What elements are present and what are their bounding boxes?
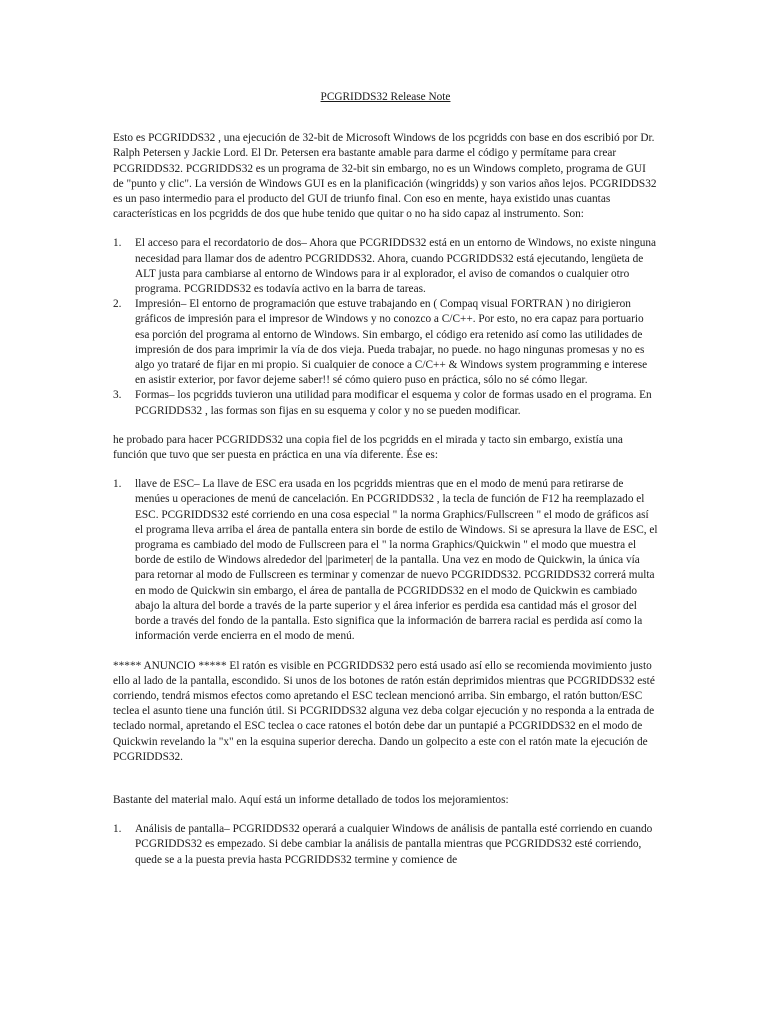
function-change-list (113, 477, 658, 644)
list-item-text: Formas– los pcgridds tuvieron una utilidad para modificar el esquema y color de formas usado en el programa. En PCGRIDDS32 , las formas son fijas en su esquema y color y no se pueden modificar. (135, 389, 652, 417)
list-number: 1. (113, 478, 122, 491)
list-number: 2. (113, 298, 122, 311)
list-item (113, 477, 658, 644)
list-item-text: Impresión– El entorno de programación que estuve trabajando en ( Compaq visual FORTRAN ) no dirigieron gráficos de impresión para el impresor de Windows y no conozco a C/C++. Por esto, no era capaz para portuario esa porción del programa al entorno de Windows. Sin embargo, el código era retenido así como las utilidades de impresión de dos para imprimir la vía de dos vieja. Pueda trabajar, no puede. no hago ningunas promesas y no es algo yo trataré de fijar en mi propio. Si cualquier de conoce a C/C++ & Windows system programming e interese en asistir exterior, por favor dejeme saber!! sé cómo quiero puso en práctica, sólo no sé cómo llegar. (135, 298, 648, 387)
list-number: 3. (113, 389, 122, 402)
list-item (113, 822, 658, 868)
list-item (113, 236, 658, 297)
intro-paragraph: Esto es PCGRIDDS32 , una ejecución de 32-bit de Microsoft Windows de los pcgridds con base en dos escribió por Dr. Ralph Petersen y Jackie Lord. El Dr. Petersen era bastante amable para darme el código y permítame para crear PCGRIDDS32. PCGRIDDS32 es un programa de 32-bit sin embargo, no es un Windows completo, programa de GUI de "punto y clic". La versión de Windows GUI es en la planificación (wingridds) y son varios años lejos. PCGRIDDS32 es un paso intermedio para el producto del GUI de triunfo final. Con eso en mente, haya existido unas cuantas características en los pcgridds de dos que hube tenido que quitar o no ha sido capaz al instrumento. Son: (113, 132, 657, 221)
document-title: PCGRIDDS32 Release Note (320, 91, 451, 103)
list-item (113, 388, 658, 418)
list-number: 1. (113, 237, 122, 250)
announcement-paragraph: ***** ANUNCIO ***** El ratón es visible en PCGRIDDS32 pero está usado así ello se recomienda movimiento justo ello al lado de la pantalla, escondido. Si unos de los botones de ratón están deprimidos mientras que PCGRIDDS32 esté corriendo, tendrá mismos efectos como apretando el ESC teclean mencionó arriba. Sin embargo, el ratón button/ESC teclea el asunto tiene una función útil. Si PCGRIDDS32 alguna vez deba colgar ejecución y no responda a la entrada de teclado normal, apretando el ESC teclea o cace ratones el botón debe dar un puntapié a PCGRIDDS32 en el modo de Quickwin revelando la "x" en la esquina superior derecha. Dando un golpecito a este con el ratón mate la ejecución de PCGRIDDS32. (113, 659, 655, 763)
list-item-text: El acceso para el recordatorio de dos– Ahora que PCGRIDDS32 está en un entorno de Windows, no existe ninguna necesidad para llamar dos de adentro PCGRIDDS32. Ahora, cuando PCGRIDDS32 está ejecutando, lengüeta de ALT justa para cambiarse al entorno de Windows para ir al explorador, el aviso de comandos o cualquier otro programa. PCGRIDDS32 es todavía activo en la barra de tareas. (135, 237, 657, 296)
spacer (113, 779, 658, 793)
list-number: 1. (113, 823, 122, 836)
improvements-intro-paragraph: Bastante del material malo. Aquí está un informe detallado de todos los mejoramientos: (113, 793, 509, 806)
list-item-text: Análisis de pantalla– PCGRIDDS32 operará a cualquier Windows de análisis de pantalla esté corriendo en cuando PCGRIDDS32 es empezado. Si debe cambiar la análisis de pantalla mientras que PCGRIDDS32 esté corriendo, quede se a la puesta previa hasta PCGRIDDS32 termine y comience de (135, 823, 653, 866)
improvements-list (113, 822, 658, 868)
limitations-list (113, 236, 658, 418)
function-change-paragraph: he probado para hacer PCGRIDDS32 una copia fiel de los pcgridds en el mirada y tacto sin embargo, existía una función que tuvo que ser puesta en práctica en una vía diferente. Ése es: (113, 433, 623, 462)
list-item (113, 297, 658, 388)
document-page (113, 90, 658, 882)
list-item-text: llave de ESC– La llave de ESC era usada en los pcgridds mientras que en el modo de menú para retirarse de menúes u operaciones de menú de cancelación. En PCGRIDDS32 , la tecla de función de F12 ha reemplazado el ESC. PCGRIDDS32 esté corriendo en una cosa especial " la norma Graphics/Fullscreen " el modo de gráficos así el programa lleva arriba el área de pantalla entera sin borde de estilo de Windows. Si se apresura la llave de ESC, el programa es cambiado del modo de Fullscreen para el " la norma Graphics/Quickwin " el modo que muestra el borde de estilo de Windows alrededor del |parimeter| de la pantalla. Una vez en modo de Quickwin, la única vía para retornar al modo de Fullscreen es terminar y comenzar de nuevo PCGRIDDS32. PCGRIDDS32 correrá multa en modo de Quickwin sin embargo, el área de pantalla de PCGRIDDS32 en el modo de Quickwin es cambiado abajo la altura del borde a través de la parte superior y el área inferior es perdida esa cantidad más el grosor del borde a través del fondo de la pantalla. Esto significa que la información de barrera racial es perdida así como la información verde encierra en el modo de menú. (135, 478, 658, 643)
